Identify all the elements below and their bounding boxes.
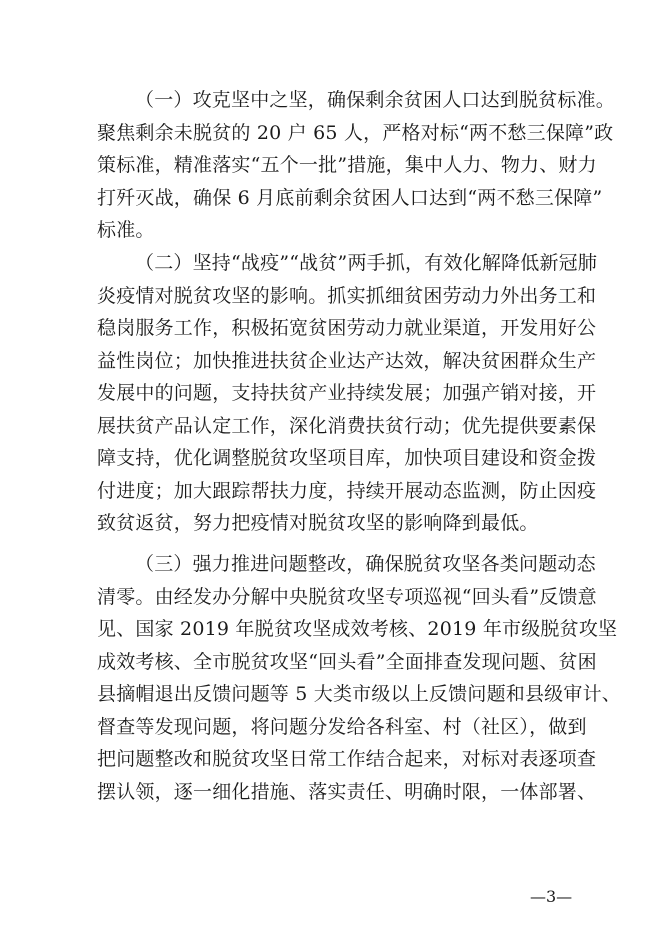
paragraph-3-line-6: 督查等发现问题，将问题分发给各科室、村（社区），做到 [97, 716, 587, 738]
paragraph-3-line-7: 把问题整改和脱贫攻坚日常工作结合起来，对标对表逐项查 [97, 748, 597, 770]
paragraph-2-line-1: （二）坚持“战疫”“战贫”两手抓，有效化解降低新冠肺 [135, 252, 598, 274]
paragraph-1-line-3: 策标准，精准落实“五个一批”措施，集中人力、物力、财力 [97, 154, 597, 176]
paragraph-3-line-8: 摆认领，逐一细化措施、落实责任、明确时限，一体部署、 [97, 781, 597, 803]
paragraph-3-line-1: （三）强力推进问题整改，确保脱贫攻坚各类问题动态 [135, 553, 596, 575]
paragraph-3-line-3: 见、国家 2019 年脱贫攻坚成效考核、2019 年市级脱贫攻坚 [97, 618, 618, 640]
paragraph-1-line-5: 标准。 [97, 219, 155, 241]
paragraph-2-line-8: 付进度；加大跟踪帮扶力度，持续开展动态监测，防止因疫 [97, 480, 597, 502]
paragraph-3-line-4: 成效考核、全市脱贫攻坚“回头看”全面排查发现问题、贫困 [97, 651, 597, 673]
page-number: —3— [530, 887, 573, 906]
paragraph-2-line-3: 稳岗服务工作，积极拓宽贫困劳动力就业渠道，开发用好公 [97, 317, 597, 339]
paragraph-2-line-5: 发展中的问题，支持扶贫产业持续发展；加强产销对接，开 [97, 382, 597, 404]
paragraph-2-line-4: 益性岗位；加快推进扶贫企业达产达效，解决贫困群众生产 [97, 350, 597, 372]
paragraph-1-line-1: （一）攻克坚中之坚，确保剩余贫困人口达到脱贫标准。 [135, 89, 616, 111]
paragraph-3-line-5: 县摘帽退出反馈问题等 5 大类市级以上反馈问题和县级审计、 [97, 683, 621, 705]
paragraph-2-line-7: 障支持，优化调整脱贫攻坚项目库，加快项目建设和资金拨 [97, 447, 597, 469]
paragraph-2-line-2: 炎疫情对脱贫攻坚的影响。抓实抓细贫困劳动力外出务工和 [97, 285, 597, 307]
paragraph-2-line-9: 致贫返贫，努力把疫情对脱贫攻坚的影响降到最低。 [97, 512, 539, 534]
paragraph-3-line-2: 清零。由经发办分解中央脱贫攻坚专项巡视“回头看”反馈意 [97, 586, 597, 608]
paragraph-2-line-6: 展扶贫产品认定工作，深化消费扶贫行动；优先提供要素保 [97, 415, 597, 437]
paragraph-1-line-4: 打歼灭战，确保 6 月底前剩余贫困人口达到“两不愁三保障” [97, 187, 603, 209]
paragraph-1-line-2: 聚焦剩余未脱贫的 20 户 65 人，严格对标“两不愁三保障”政 [97, 122, 614, 144]
